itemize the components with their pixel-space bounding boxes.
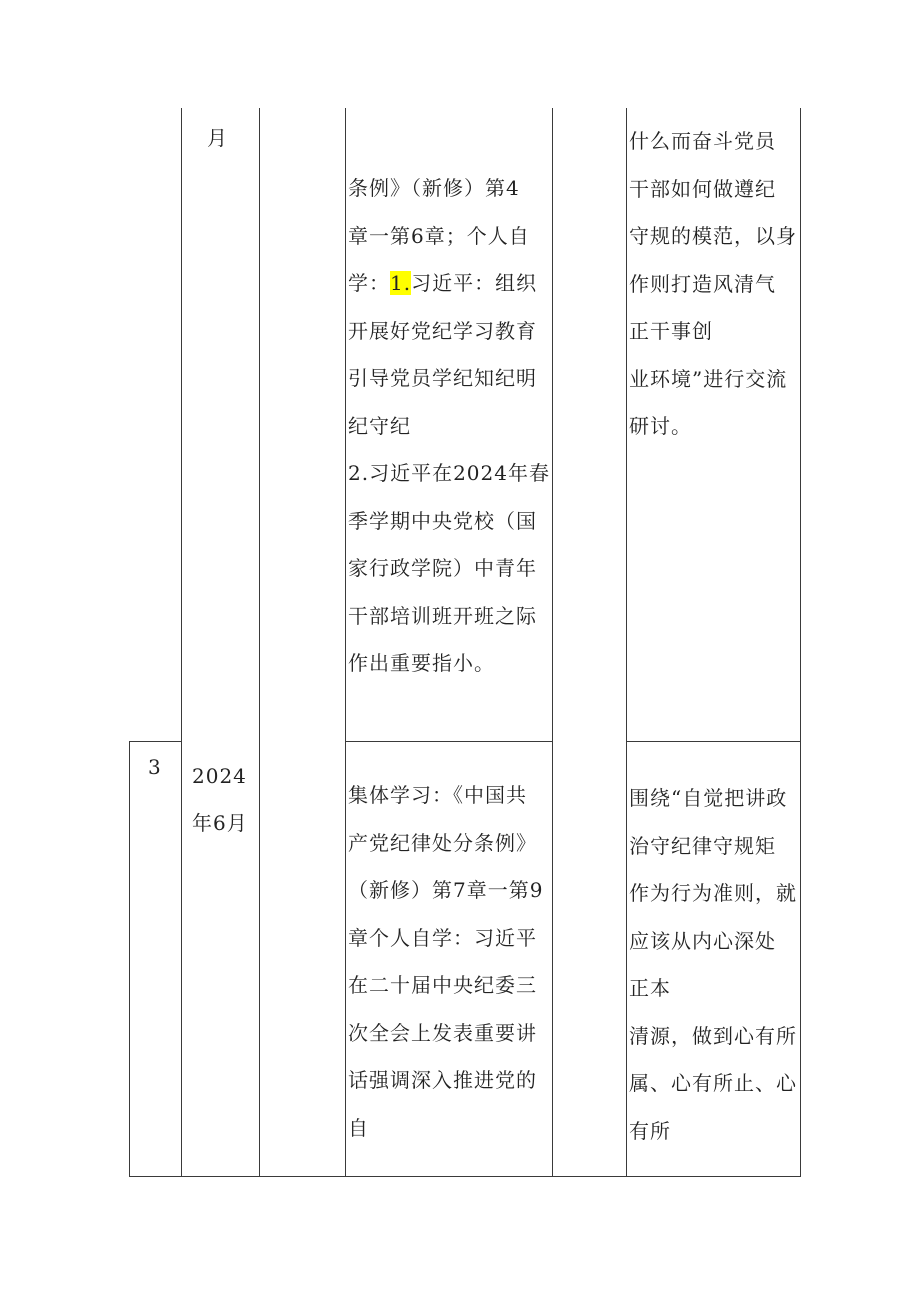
topic-line: 正干事创	[629, 319, 713, 343]
content-line: （新修）第7章一第9	[348, 878, 544, 902]
topic-line: 研讨。	[629, 414, 692, 438]
content-line: 开展好党纪学习教育	[348, 318, 537, 343]
topic-line: 应该从内心深处	[629, 928, 776, 953]
row-border-mid-b	[345, 741, 552, 742]
col-border-4	[552, 108, 553, 1177]
row-index: 3	[148, 755, 162, 779]
topic-line: 有所	[629, 1118, 671, 1143]
content-line: 家行政学院）中青年	[348, 556, 537, 580]
content-line: 引导党员学纪知纪明	[348, 366, 537, 390]
col-border-2	[259, 108, 260, 1177]
topic-line: 围绕“自觉把讲政	[629, 786, 788, 810]
top-topic-cell	[629, 118, 800, 451]
col-border-1	[181, 108, 182, 1177]
content-line: 作出重要指小。	[348, 651, 495, 675]
top-content-cell	[348, 165, 552, 688]
content-line: 条例》（新修）第4	[348, 176, 520, 200]
topic-line: 什么而奋斗党员	[629, 129, 776, 153]
bottom-content-cell	[348, 772, 552, 1152]
row-border-mid-c	[626, 741, 800, 742]
top-month-cell	[207, 115, 228, 163]
topic-line: 作则打造风清气	[629, 271, 776, 296]
topic-line: 属、心有所止、心	[629, 1071, 797, 1095]
content-line: 纪守纪	[348, 413, 411, 438]
date-cell	[192, 753, 248, 847]
content-line-rest: 习近平：组织	[411, 271, 538, 295]
content-line: 章个人自学：习近平	[348, 925, 537, 950]
topic-line: 作为行为准则，就	[629, 881, 797, 905]
date-year: 2024	[192, 764, 247, 788]
col-border-left	[129, 741, 130, 1177]
content-line	[348, 260, 552, 308]
content-line: 话强调深入推进党的	[348, 1068, 537, 1092]
content-line: 章一第6章；个人自	[348, 223, 530, 248]
content-line: 2.习近平在2024年春	[348, 461, 550, 485]
content-line: 次全会上发表重要讲	[348, 1020, 537, 1045]
col-border-3	[345, 108, 346, 1177]
topic-line: 正本	[629, 976, 671, 1000]
row-border-mid-a	[129, 741, 181, 742]
topic-line: 守规的模范，以身	[629, 224, 797, 248]
month-tail: 月	[207, 126, 228, 150]
date-month: 年6月	[192, 811, 248, 835]
topic-line: 清源，做到心有所	[629, 1023, 797, 1048]
topic-line: 干部如何做遵纪	[629, 176, 776, 201]
highlighted-number: 1.	[390, 271, 412, 295]
topic-line: 治守纪律守规矩	[629, 833, 776, 858]
col-border-right	[800, 108, 801, 1177]
topic-line: 业环境”进行交流	[629, 366, 788, 391]
content-line: 季学期中央党校（国	[348, 508, 537, 533]
content-line: 产党纪律处分条例》	[348, 830, 537, 855]
content-line-prefix: 学：	[348, 271, 390, 295]
content-line: 集体学习：《中国共	[348, 783, 527, 807]
content-line: 干部培训班开班之际	[348, 603, 537, 628]
bottom-topic-cell	[629, 775, 800, 1155]
col-border-5	[626, 108, 627, 1177]
row-index-cell	[148, 744, 162, 792]
row-border-bottom	[129, 1176, 800, 1177]
content-line: 自	[348, 1115, 369, 1140]
content-line: 在二十届中央纪委三	[348, 973, 537, 997]
